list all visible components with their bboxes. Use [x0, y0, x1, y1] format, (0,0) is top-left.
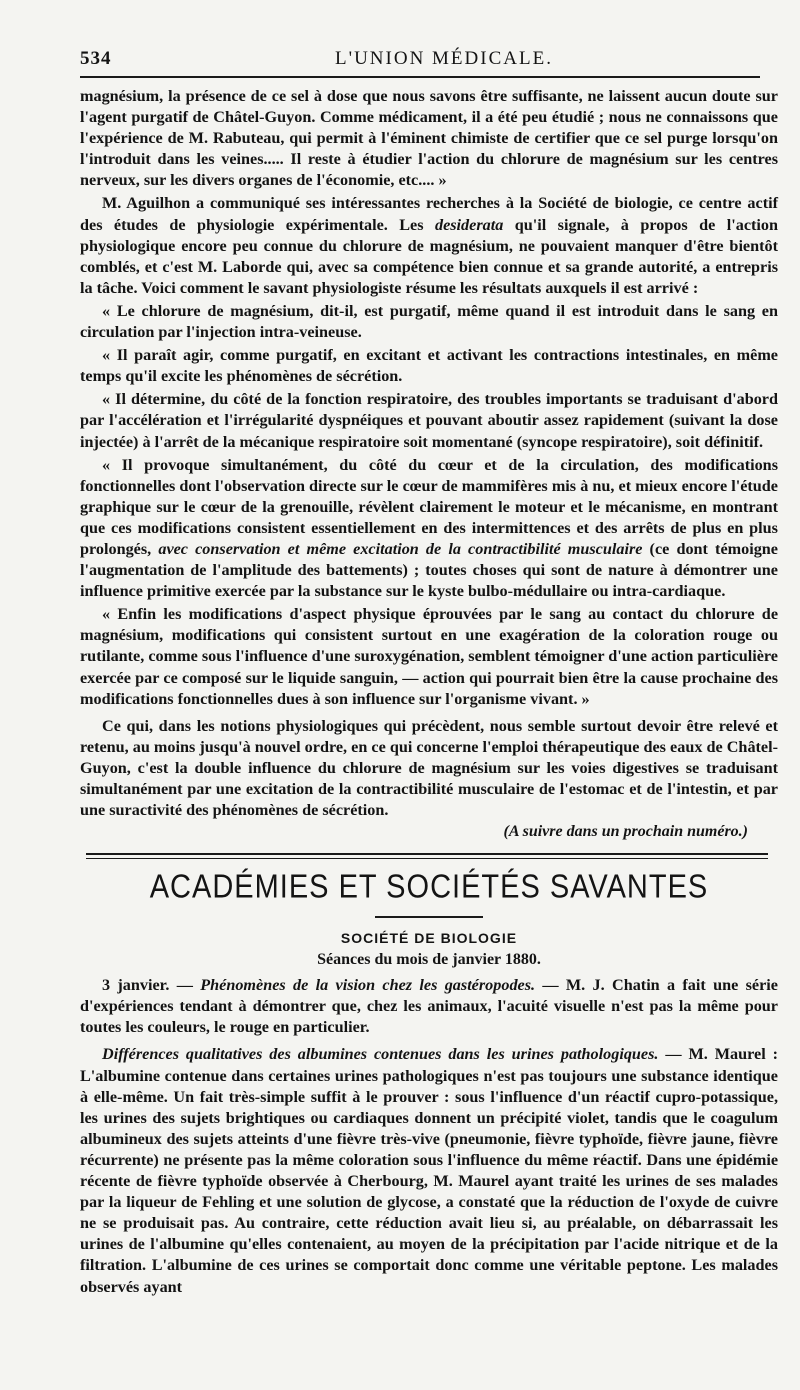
paragraph-opening: magnésium, la présence de ce sel à dose que nous savons être suffisante, ne laissent aucun doute sur l'agent purgatif de Châtel-Guyon. Comme médicament, il a été peu étudié ; nous ne connaissons que l'expérience de M. Rabuteau, qui permit à l'éminent chimiste de certifier que ce sel purge lorsqu'on l'introduit dans les veines..... Il reste à étudier l'action du chlorure de magnésium sur les centres nerveux, sur les divers organes de l'économie, etc.... » — [80, 87, 778, 190]
running-header — [80, 40, 778, 80]
heading-rule — [375, 916, 483, 918]
section-heading: ACADÉMIES ET SOCIÉTÉS SAVANTES — [149, 868, 709, 906]
quote-circulation-text-a: « Il provoque simultanément, du côté du cœur et de la circulation, des modifications fonctionnelles dont l'observation directe sur le cœur de mammifères mis à nu, et mieux encore l'étude graphique sur le cœur de la grenouille, révèlent clairement le moteur et le mécanisme, en montrant que ces modifications consistent essentiellement en des intermittences et des arrêts de plus en plus prolongés, — [80, 455, 778, 558]
entry-chatin-date: 3 janvier. — — [102, 976, 201, 995]
header-rule — [80, 76, 760, 78]
quote-sang: « Enfin les modifications d'aspect physique éprouvées par le sang au contact du chlorure de magnésium, modifications qui consistent surtout en une exagération de la coloration rouge ou rutilante, comme sous l'influence d'une suroxygénation, semblent témoigner d'une action particulière exercée par ce composé sur le liquide sanguin, — action qui pourrait bien être la cause prochaine des modifications fonctionnelles dues à son influence sur l'organisme vivant. » — [80, 605, 778, 708]
entry-chatin-title: Phénomènes de la vision chez les gastéropodes. — [200, 976, 536, 995]
journal-title: L'UNION MÉDICALE. — [335, 48, 553, 69]
paragraph-aguilhon-text-a: M. Aguilhon a communiqué ses intéressantes recherches à la Société de biologie, ce centre actif des études de physiologie expérimentale. Les — [80, 194, 778, 234]
continued-note: (A suivre dans un prochain numéro.) — [503, 823, 748, 841]
quote-purgatif: « Le chlorure de magnésium, dit-il, est purgatif, même quand il est introduit dans le sang en circulation par l'injection intra-veineuse. — [80, 301, 778, 342]
quote-circulation — [80, 455, 778, 603]
society-heading: SOCIÉTÉ DE BIOLOGIE — [340, 930, 518, 947]
entry-maurel-title: Différences qualitatives des albumines contenues dans les urines pathologiques. — [102, 1045, 659, 1064]
paragraph-conclusion: Ce qui, dans les notions physiologiques qui précèdent, nous semble surtout devoir être relevé et retenu, au moins jusqu'à nouvel ordre, en ce qui concerne l'emploi thérapeutique des eaux de Châtel-Guyon, c'est la double influence du chlorure de magnésium sur les voies digestives se traduisant simultanément par une excitation de la contractibilité musculaire de l'estomac et de l'intestin, et par une suractivité des phénomènes de sécrétion. — [80, 716, 778, 820]
paragraph-aguilhon-text-b: qu'il signale, à propos de l'action physiologique encore peu connue du chlorure de magnésium, ne pouvaient manquer d'être bientôt comblés, et c'est M. Laborde qui, avec sa compétence bien connue et sa grande autorité, a entrepris la tâche. Voici comment le savant physiologiste résume les résultats auxquels il est arrivé : — [80, 215, 778, 297]
quote-circulation-text-b: (ce dont témoigne l'augmentation de l'amplitude des battements) ; toutes choses qui sont de nature à démontrer une influence primitive exercée par la substance sur le kyste bulbo-médullaire ou intra-cardiaque. — [80, 539, 778, 601]
desiderata-term: desiderata — [434, 215, 504, 234]
page-number: 534 — [80, 48, 112, 69]
entry-maurel-text: — M. Maurel : L'albumine contenue dans certaines urines pathologiques n'est pas toujours une substance identique à elle-même. Un fait très-simple suffit à le prouver : sous l'influence d'un réactif cupro-potassique, les urines des sujets brightiques ou cardiaques donnent un précipité violet, tandis que le coagulum albumineux des sujets atteints d'une fièvre très-vive (pneumonie, fièvre typhoïde, fièvre jaune, fièvre récurrente) ne présente pas la même coloration sous l'influence du même réactif. Dans une épidémie récente de fièvre typhoïde observée à Cherbourg, M. Maurel ayant traité les urines de ses malades par la liqueur de Fehling et une solution de glycose, a constaté que la réduction de l'oxyde de cuivre ne se produisait pas. Au contraire, cette réduction avait lieu si, au préalable, on débarrassait les urines de l'albumine qu'elles contenaient, au moyen de la précipitation par l'acide nitrique et de la filtration. L'albumine de ces urines se comportait donc comme une véritable peptone. Les malades observés ayant — [80, 1045, 778, 1296]
entry-chatin-text: — M. J. Chatin a fait une série d'expériences tendant à démontrer que, chez les animaux, l'acuité visuelle n'est pas la même pour toutes les couleurs, le rouge en particulier. — [80, 976, 778, 1037]
article-body — [80, 86, 778, 841]
quote-contractions: « Il paraît agir, comme purgatif, en excitant et activant les contractions intestinales, en même temps qu'il excite les phénomènes de sécrétion. — [80, 346, 778, 386]
entry-chatin — [80, 975, 778, 1038]
quote-respiratoire: « Il détermine, du côté de la fonction respiratoire, des troubles importants se traduisant d'abord par l'accélération et l'irrégularité dyspnéiques et pouvant aboutir assez rapidement (suivant la dose injectée) à l'arrêt de la mécanique respiratoire soit momentané (syncope respiratoire), soit définitif. — [80, 390, 778, 451]
entry-maurel — [80, 1044, 778, 1297]
paragraph-aguilhon — [80, 193, 778, 298]
quote-circulation-emphasis: avec conservation et même excitation de la contractibilité musculaire — [158, 539, 643, 558]
session-dates: Séances du mois de janvier 1880. — [317, 951, 541, 969]
section-divider — [86, 853, 768, 859]
